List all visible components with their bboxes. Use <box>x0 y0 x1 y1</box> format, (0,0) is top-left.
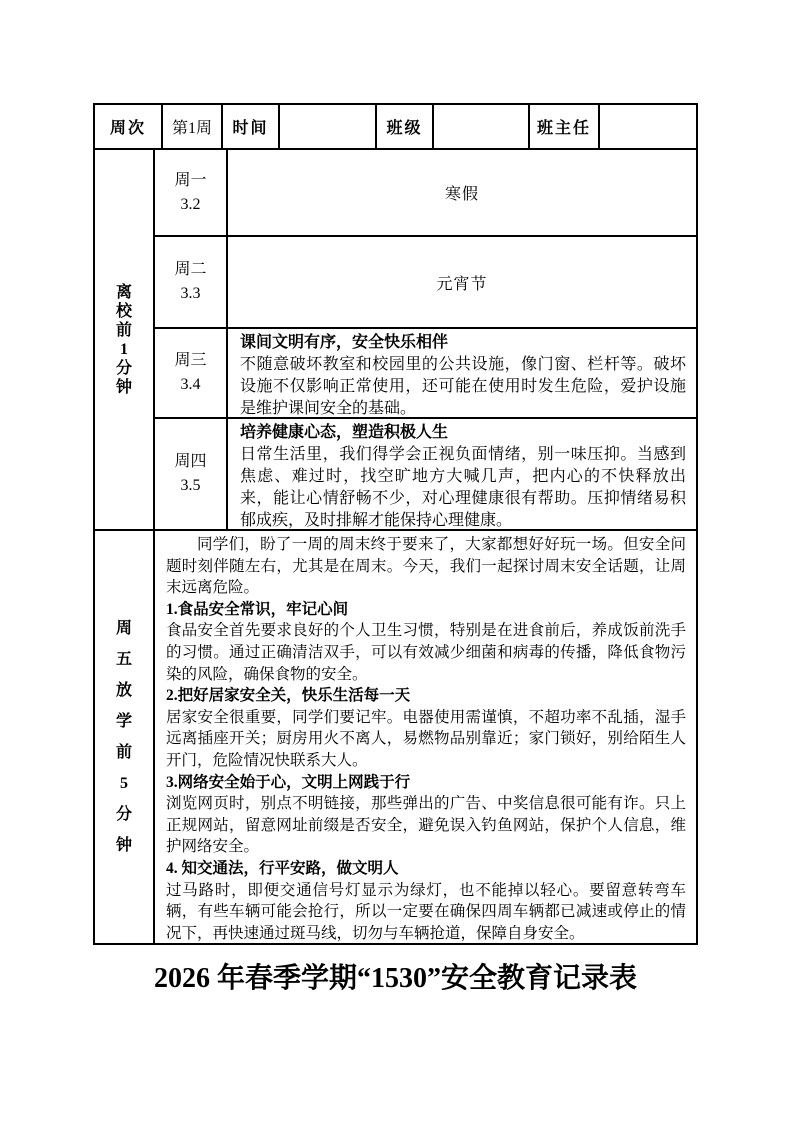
table-header-row <box>95 105 696 150</box>
table-row-thursday <box>155 419 696 529</box>
week-number-label: 周次 <box>95 105 163 148</box>
friday-body-home-safety: 居家安全很重要，同学们要记牢。电器使用需谨慎，不超功率不乱插，湿手远离插座开关；厨房用火不离人，易燃物品别靠近；家门锁好，别给陌生人开门，危险情况快联系大人。 <box>166 708 686 769</box>
friday-intro-paragraph: 同学们，盼了一周的周末终于要来了，大家都想好好玩一场。但安全问题时刻伴随左右，尤其是在周末。今天，我们一起探讨周末安全话题，让周末远离危险。 <box>166 536 686 597</box>
table-row-monday <box>155 150 696 237</box>
day-label: 周四 <box>174 453 207 470</box>
friday-section <box>95 531 696 943</box>
class-label: 班级 <box>377 105 434 148</box>
thursday-day-cell <box>155 419 228 529</box>
friday-content-cell <box>155 531 696 943</box>
date-label: 3.3 <box>180 285 201 302</box>
day-label: 周一 <box>174 171 207 189</box>
monday-day-cell <box>155 150 228 235</box>
date-label: 3.5 <box>180 477 201 494</box>
content-heading: 课间文明有序，安全快乐相伴 <box>240 334 449 351</box>
head-teacher-value-cell <box>600 105 696 148</box>
week-number-value: 第1周 <box>163 105 223 148</box>
safety-education-table <box>93 103 698 945</box>
before-leave-section <box>95 150 696 531</box>
day-label: 周三 <box>174 352 207 369</box>
friday-body-traffic-safety: 过马路时，即便交通信号灯显示为绿灯，也不能掉以轻心。要留意转弯车辆，有些车辆可能会抢行，所以一定要在确保四周车辆都已减速或停止的情况下，再快速通过斑马线，切勿与车辆抢道，保障自身安全。 <box>166 881 686 942</box>
friday-heading-food-safety: 1.食品安全常识，牢记心间 <box>166 600 349 618</box>
time-value-cell <box>280 105 377 148</box>
tuesday-content-cell: 元宵节 <box>436 275 488 293</box>
time-label: 时间 <box>223 105 280 148</box>
table-row-tuesday <box>155 237 696 329</box>
friday-body-food-safety: 食品安全首先要求良好的个人卫生习惯，特别是在进食前后，养成饭前洗手的习惯。通过正确清洁双手，可以有效减少细菌和病毒的传播，降低食物污染的风险，确保食物的安全。 <box>166 622 686 683</box>
wednesday-day-cell <box>155 329 228 417</box>
head-teacher-label: 班主任 <box>530 105 600 148</box>
date-label: 3.2 <box>180 195 201 213</box>
before-leave-section-label: 离校前1分钟 <box>115 283 132 396</box>
table-row-wednesday <box>155 329 696 419</box>
wednesday-content-cell <box>228 329 696 417</box>
content-heading: 培养健康心态，塑造积极人生 <box>240 424 449 441</box>
content-body: 不随意破坏教室和校园里的公共设施，像门窗、栏杆等。破坏设施不仅影响正常使用，还可能在使用时发生危险，爱护设施是维护课间安全的基础。 <box>240 356 686 417</box>
page-title: 2026 年春季学期“1530”安全教育记录表 <box>153 963 637 994</box>
tuesday-day-cell <box>155 237 228 327</box>
friday-merged-cell <box>95 531 155 943</box>
friday-body-internet-safety: 浏览网页时，别点不明链接，那些弹出的广告、中奖信息很可能有诈。只上正规网站，留意网址前缀是否安全，避免误入钓鱼网站，保护个人信息，维护网络安全。 <box>166 795 686 856</box>
monday-content-cell: 寒假 <box>444 186 479 203</box>
date-label: 3.4 <box>180 376 201 393</box>
friday-section-label: 周五放学前5分钟 <box>115 620 132 854</box>
content-body: 日常生活里，我们得学会正视负面情绪，别一味压抑。当感到焦虑、难过时，找空旷地方大喊几声，把内心的不快释放出来，能让心情舒畅不少，对心理健康很有帮助。压抑情绪易积郁成疾，及时排解才能保持心理健康。 <box>240 446 686 529</box>
before-leave-day-rows <box>155 150 696 529</box>
friday-heading-home-safety: 2.把好居家安全关，快乐生活每一天 <box>166 687 411 705</box>
thursday-content-cell <box>228 419 696 529</box>
friday-heading-internet-safety: 3.网络安全始于心，文明上网践于行 <box>166 773 411 791</box>
class-value-cell <box>434 105 530 148</box>
before-leave-merged-cell <box>95 150 155 529</box>
day-label: 周二 <box>174 261 207 278</box>
friday-heading-traffic-safety: 4. 知交通法，行平安路，做文明人 <box>166 859 399 877</box>
